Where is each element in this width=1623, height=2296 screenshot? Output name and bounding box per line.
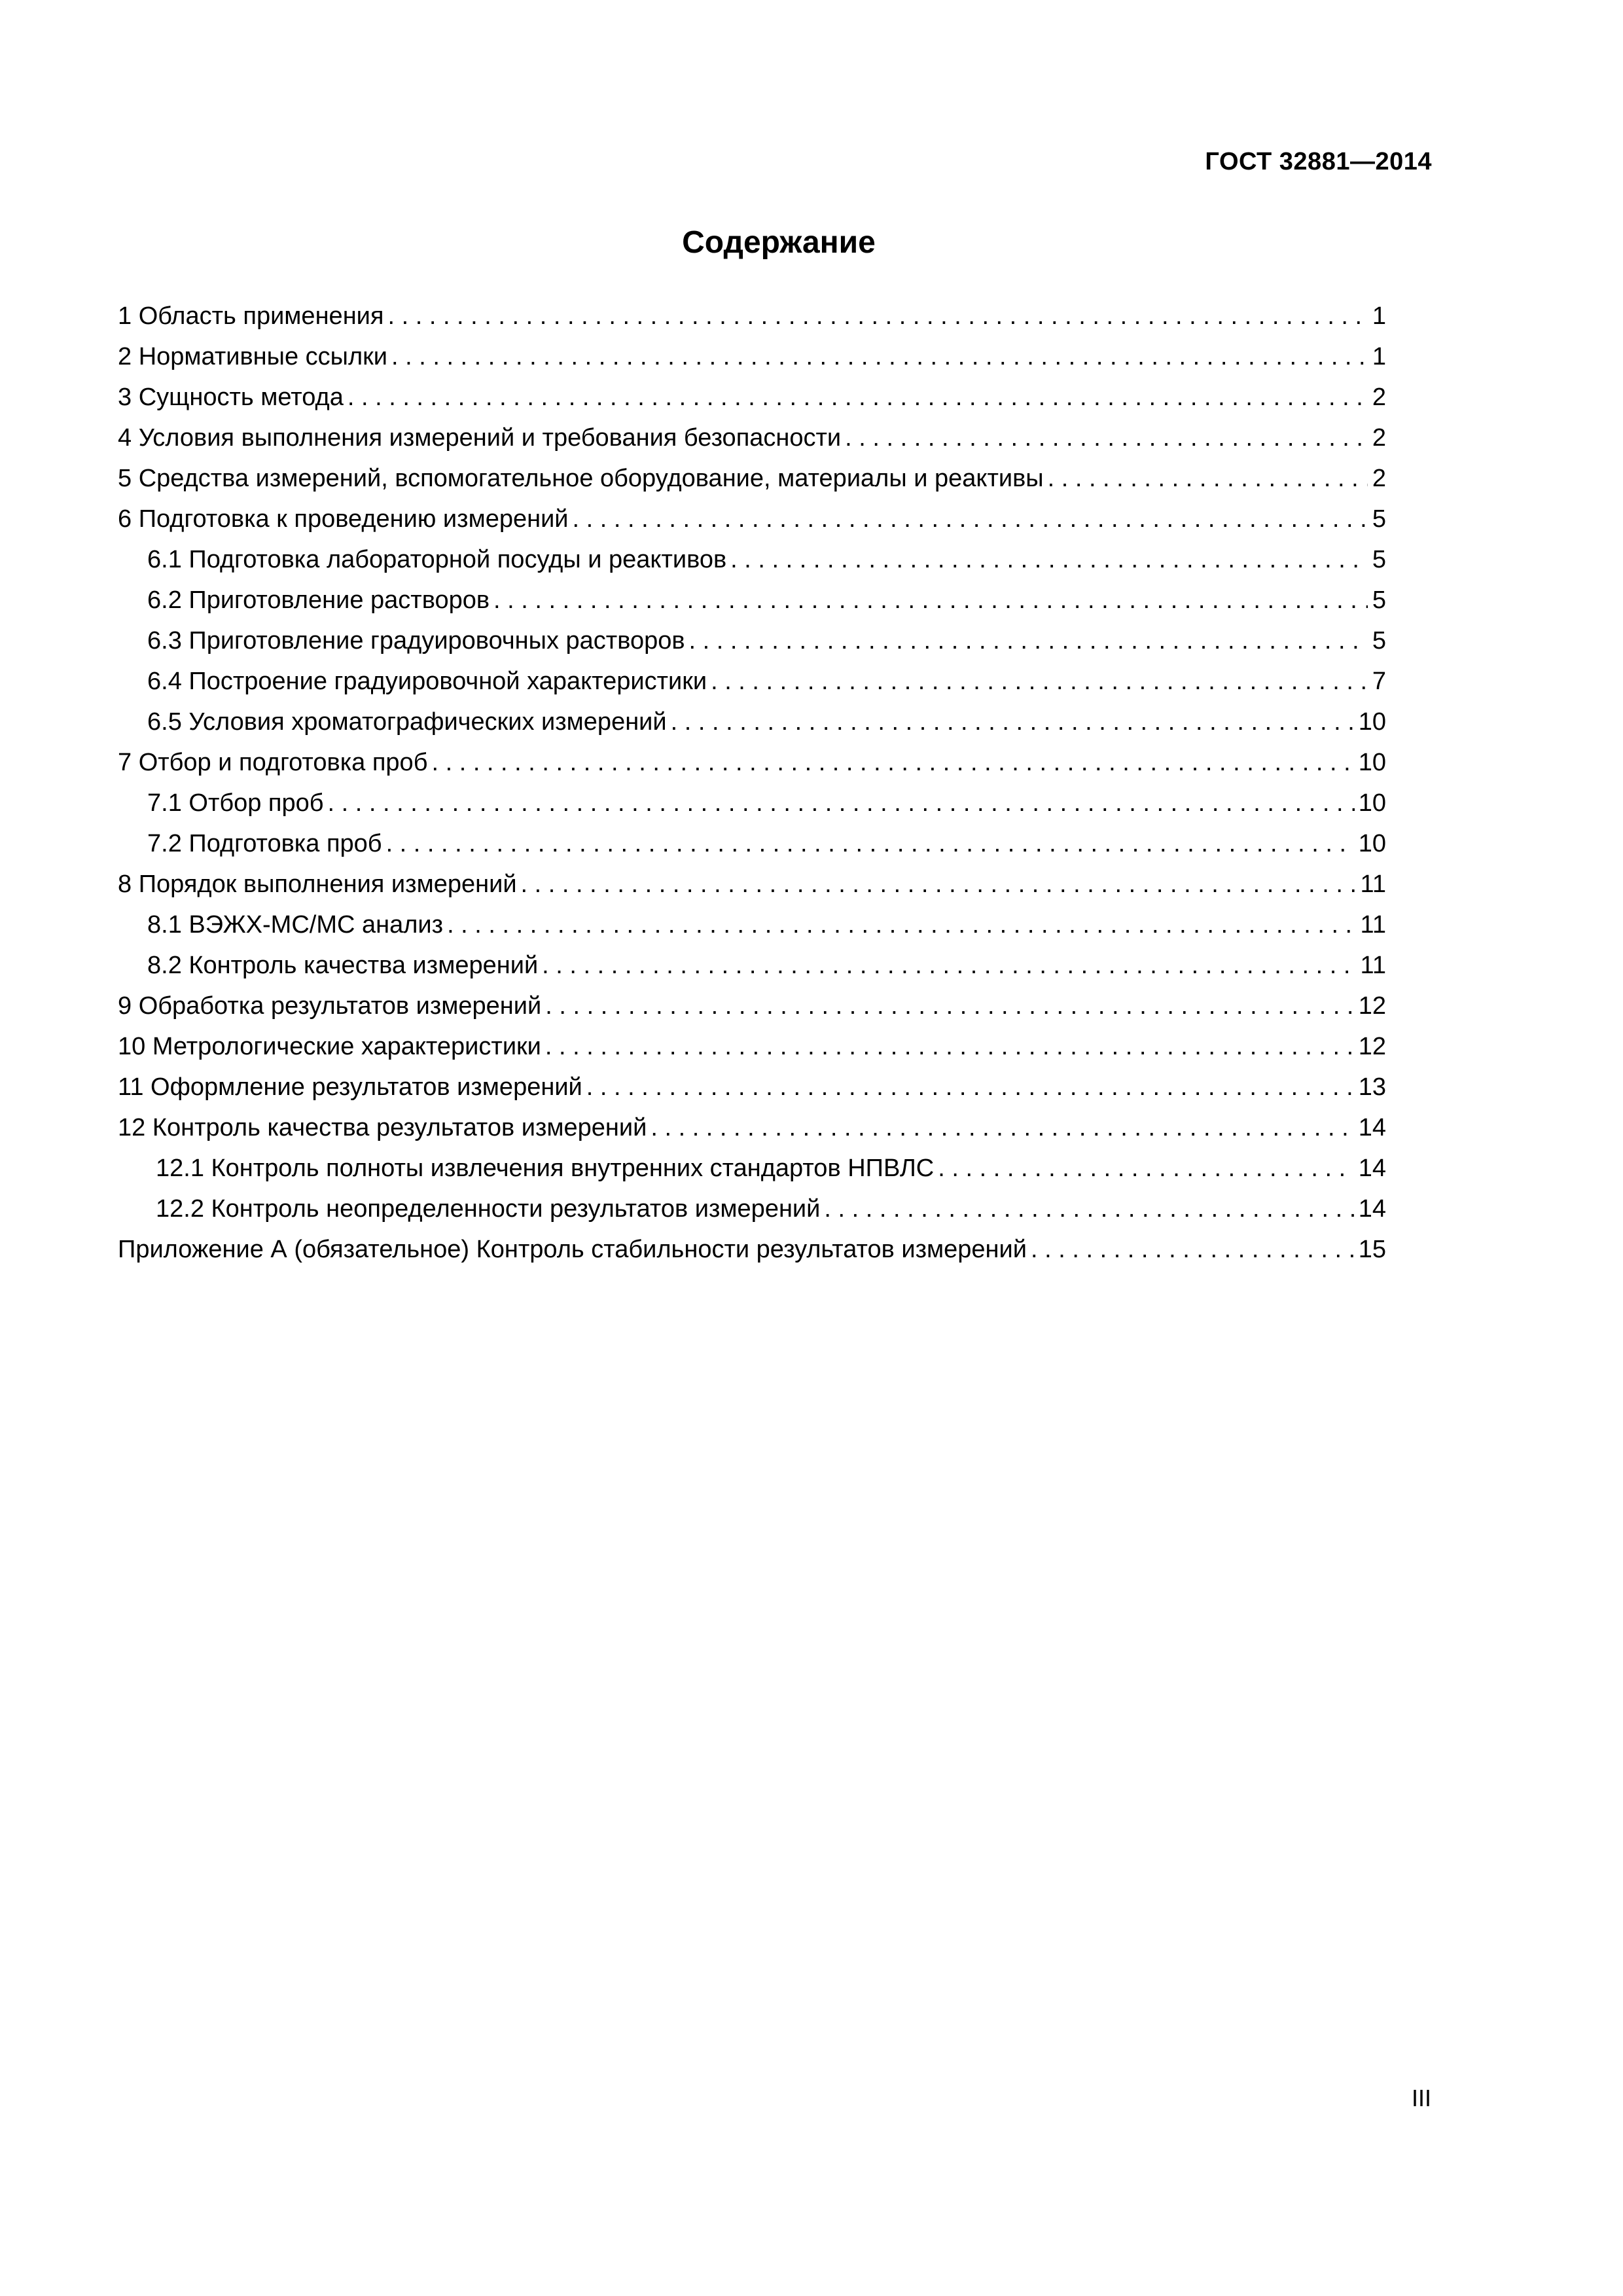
toc-dot-leader: [387, 296, 1368, 336]
toc-dot-leader: [545, 1026, 1355, 1067]
toc-dot-leader: [1048, 458, 1368, 499]
toc-entry-label: 12.1 Контроль полноты извлечения внутренних стандартов НПВЛС: [156, 1155, 935, 1182]
toc-entry-page: 10: [1358, 749, 1386, 776]
table-of-contents: [118, 296, 1386, 1270]
toc-entry[interactable]: [118, 1026, 1386, 1067]
toc-entry[interactable]: [118, 418, 1386, 458]
toc-dot-leader: [730, 539, 1368, 580]
toc-entry-page: 14: [1358, 1114, 1386, 1141]
toc-entry-page: 2: [1372, 424, 1386, 452]
toc-entry-label: 6.5 Условия хроматографических измерений: [147, 708, 667, 736]
toc-entry-label: Приложение А (обязательное) Контроль стабильности результатов измерений: [118, 1236, 1027, 1263]
toc-entry-label: 6 Подготовка к проведению измерений: [118, 505, 569, 533]
toc-entry[interactable]: [118, 1107, 1386, 1148]
toc-entry-page: 10: [1358, 789, 1386, 817]
toc-entry[interactable]: [118, 661, 1386, 702]
toc-entry[interactable]: [118, 499, 1386, 539]
toc-entry-label: 6.1 Подготовка лабораторной посуды и реактивов: [147, 546, 727, 573]
toc-entry-label: 12.2 Контроль неопределенности результатов измерений: [156, 1195, 821, 1223]
toc-entry-label: 10 Метрологические характеристики: [118, 1033, 541, 1060]
toc-entry-page: 10: [1358, 830, 1386, 857]
toc-dot-leader: [573, 499, 1368, 539]
toc-dot-leader: [586, 1067, 1355, 1107]
toc-entry[interactable]: [118, 783, 1386, 823]
toc-dot-leader: [447, 905, 1356, 945]
toc-dot-leader: [493, 580, 1368, 620]
toc-dot-leader: [431, 742, 1354, 783]
toc-entry-page: 1: [1372, 343, 1386, 370]
toc-entry-page: 1: [1372, 302, 1386, 330]
toc-dot-leader: [824, 1189, 1354, 1229]
toc-entry[interactable]: [118, 905, 1386, 945]
toc-title: Содержание: [682, 225, 876, 260]
toc-entry-page: 5: [1372, 627, 1386, 655]
toc-dot-leader: [689, 620, 1368, 661]
page-number: III: [1411, 2085, 1431, 2111]
toc-entry-page: 11: [1360, 870, 1386, 898]
document-code: ГОСТ 32881—2014: [1205, 148, 1432, 175]
toc-entry-label: 8.2 Контроль качества измерений: [147, 952, 539, 979]
toc-entry-label: 2 Нормативные ссылки: [118, 343, 387, 370]
toc-entry[interactable]: [118, 580, 1386, 620]
toc-dot-leader: [542, 945, 1356, 986]
toc-entry[interactable]: [118, 945, 1386, 986]
toc-dot-leader: [711, 661, 1368, 702]
toc-entry-page: 15: [1358, 1236, 1386, 1263]
toc-dot-leader: [545, 986, 1354, 1026]
toc-entry-page: 14: [1358, 1155, 1386, 1182]
toc-dot-leader: [348, 377, 1368, 418]
toc-entry-label: 8 Порядок выполнения измерений: [118, 870, 517, 898]
toc-entry-page: 5: [1372, 546, 1386, 573]
toc-entry-label: 7.1 Отбор проб: [147, 789, 324, 817]
toc-entry-label: 7.2 Подготовка проб: [147, 830, 382, 857]
toc-entry-page: 12: [1358, 1033, 1386, 1060]
toc-entry-page: 13: [1358, 1073, 1386, 1101]
toc-entry-label: 5 Средства измерений, вспомогательное оборудование, материалы и реактивы: [118, 465, 1044, 492]
toc-dot-leader: [328, 783, 1355, 823]
toc-entry-label: 6.4 Построение градуировочной характеристики: [147, 668, 707, 695]
toc-entry-label: 6.3 Приготовление градуировочных растворов: [147, 627, 685, 655]
toc-dot-leader: [651, 1107, 1354, 1148]
toc-entry[interactable]: [118, 1189, 1386, 1229]
toc-entry-label: 11 Оформление результатов измерений: [118, 1073, 582, 1101]
toc-dot-leader: [521, 864, 1357, 905]
toc-entry-label: 3 Сущность метода: [118, 384, 344, 411]
toc-entry[interactable]: [118, 458, 1386, 499]
toc-entry[interactable]: [118, 1148, 1386, 1189]
toc-entry-label: 9 Обработка результатов измерений: [118, 992, 542, 1020]
toc-dot-leader: [1031, 1229, 1355, 1270]
toc-entry-page: 12: [1358, 992, 1386, 1020]
toc-entry[interactable]: [118, 702, 1386, 742]
toc-dot-leader: [386, 823, 1355, 864]
toc-entry[interactable]: [118, 864, 1386, 905]
toc-entry-page: 10: [1358, 708, 1386, 736]
toc-entry-page: 7: [1372, 668, 1386, 695]
toc-entry[interactable]: [118, 539, 1386, 580]
toc-entry-label: 6.2 Приготовление растворов: [147, 586, 490, 614]
toc-entry[interactable]: [118, 1229, 1386, 1270]
toc-entry[interactable]: [118, 620, 1386, 661]
toc-entry[interactable]: [118, 986, 1386, 1026]
toc-entry-label: 7 Отбор и подготовка проб: [118, 749, 428, 776]
toc-entry[interactable]: [118, 377, 1386, 418]
toc-entry-page: 5: [1372, 586, 1386, 614]
toc-dot-leader: [671, 702, 1355, 742]
toc-entry-page: 2: [1372, 465, 1386, 492]
toc-dot-leader: [845, 418, 1368, 458]
toc-entry-page: 11: [1360, 952, 1386, 979]
toc-entry-label: 1 Область применения: [118, 302, 384, 330]
toc-entry-page: 2: [1372, 384, 1386, 411]
toc-entry[interactable]: [118, 742, 1386, 783]
toc-entry-label: 4 Условия выполнения измерений и требования безопасности: [118, 424, 842, 452]
toc-entry[interactable]: [118, 1067, 1386, 1107]
toc-dot-leader: [391, 336, 1368, 377]
toc-entry-page: 5: [1372, 505, 1386, 533]
toc-entry-page: 11: [1360, 911, 1386, 939]
toc-dot-leader: [938, 1148, 1354, 1189]
toc-entry[interactable]: [118, 823, 1386, 864]
toc-entry-label: 8.1 ВЭЖХ-МС/МС анализ: [147, 911, 444, 939]
toc-entry[interactable]: [118, 296, 1386, 336]
toc-entry-page: 14: [1358, 1195, 1386, 1223]
toc-entry[interactable]: [118, 336, 1386, 377]
toc-entry-label: 12 Контроль качества результатов измерений: [118, 1114, 647, 1141]
